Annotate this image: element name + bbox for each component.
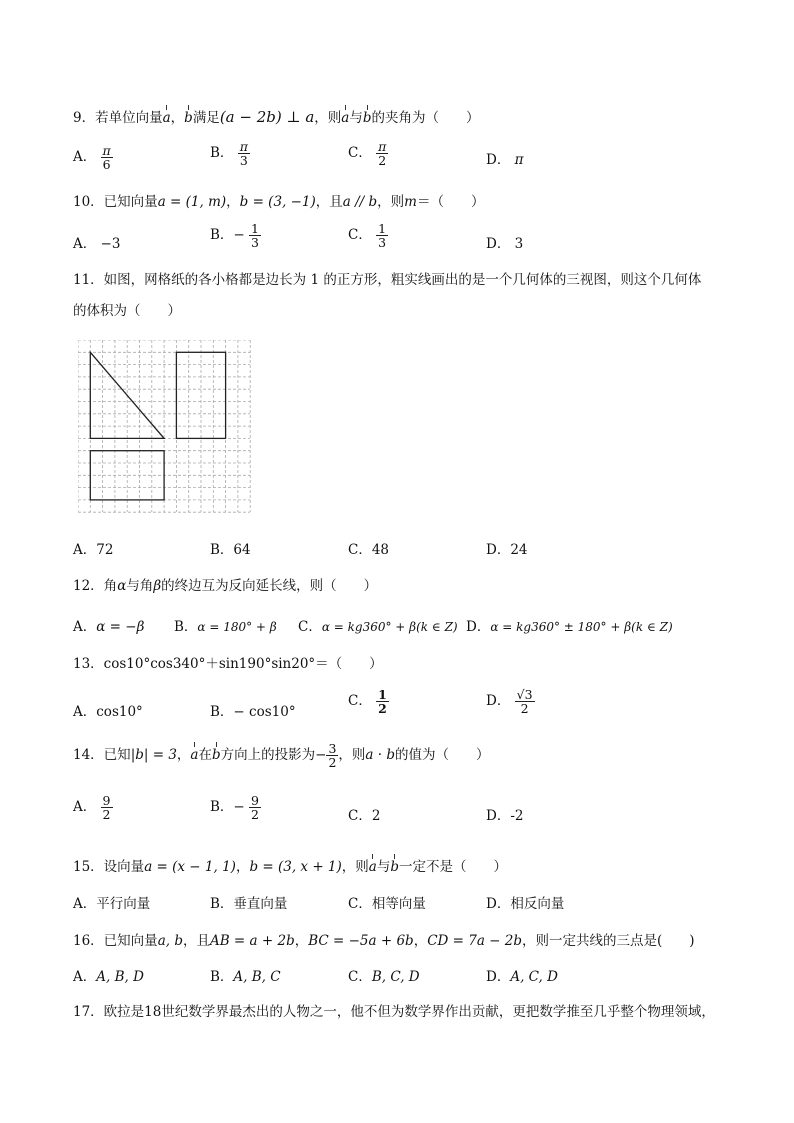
q16-option-b[interactable]: B．A, B, C: [210, 969, 281, 985]
q9-condition: (a − 2b) ⊥ a: [219, 108, 315, 126]
q10-option-c[interactable]: C． $\frac{1}{3}$: [348, 221, 387, 251]
q15-stem: 15．设向量a = (x − 1, 1)，b = (3, x + 1)，则a与b一定不是（ ）: [73, 859, 507, 875]
q10-stem: 10．已知向量a = (1, m)，b = (3, −1)，且a // b，则m＝（ ）: [73, 194, 485, 210]
q16-option-c[interactable]: C．B, C, D: [348, 969, 420, 985]
q9-option-a[interactable]: A． $\frac{\pi}{6}$: [73, 143, 111, 173]
three-view-grid-figure: [78, 340, 254, 514]
q15-option-b[interactable]: B．垂直向量: [210, 896, 288, 912]
q12-option-d[interactable]: D．α = kg360° ± 180° + β(k ∈ Z): [466, 619, 673, 635]
q11-option-b[interactable]: B．64: [210, 542, 251, 558]
q15-option-d[interactable]: D．相反向量: [486, 896, 565, 912]
q9-option-d[interactable]: D． π: [486, 152, 524, 168]
q11-stem-line2: 的体积为（ ）: [73, 303, 181, 319]
q16-option-d[interactable]: D．A, C, D: [486, 969, 558, 985]
q15-option-a[interactable]: A．平行向量: [73, 896, 151, 912]
q13-stem: 13．cos10°cos340°＋sin190°sin20°＝（ ）: [73, 656, 383, 672]
q16-option-a[interactable]: A．A, B, D: [73, 969, 144, 985]
q9-stem: 9．若单位向量a，b满足(a − 2b) ⊥ a，则a与b的夹角为（ ）: [73, 108, 480, 126]
vector-a: a: [162, 110, 171, 126]
q13-option-b[interactable]: B．− cos10°: [210, 704, 296, 720]
q11-option-c[interactable]: C．48: [348, 542, 390, 558]
q12-option-b[interactable]: B．α = 180° + β: [174, 619, 277, 635]
q9-option-c[interactable]: C． $\frac{\pi}{2}$: [348, 139, 387, 169]
q14-option-c[interactable]: C．2: [348, 808, 381, 824]
q13-option-d[interactable]: D． $\frac{√3}{2}$: [486, 687, 533, 717]
q12-option-c[interactable]: C．α = kg360° + β(k ∈ Z): [298, 619, 458, 635]
q14-option-d[interactable]: D．-2: [486, 808, 524, 824]
q13-option-c[interactable]: C． $\frac{1}{2}$: [348, 687, 387, 717]
q14-option-a[interactable]: A． $\frac{9}{2}$: [73, 793, 111, 823]
vector-b: b: [184, 110, 193, 126]
q15-option-c[interactable]: C．相等向量: [348, 896, 426, 912]
q14-stem: 14．已知|b| = 3，a在b方向上的投影为− $\frac{3}{2}$ ，则a · b的值为（ ）: [73, 741, 490, 771]
q11-option-d[interactable]: D．24: [486, 542, 528, 558]
q16-stem: 16．已知向量a, b，且AB = a + 2b，BC = −5a + 6b，CD = 7a − 2b，则一定共线的三点是( ): [73, 933, 695, 949]
q9-option-b[interactable]: B． $\frac{\pi}{3}$: [210, 139, 248, 169]
q10-option-a[interactable]: A． −3: [73, 236, 121, 252]
q11-stem-line1: 11．如图，网格纸的各小格都是边长为 1 的正方形，粗实线画出的是一个几何体的三视图，则这个几何体: [73, 272, 702, 288]
q10-option-d[interactable]: D． 3: [486, 236, 524, 252]
q12-stem: 12．角α与角β的终边互为反向延长线，则（ ）: [73, 578, 378, 594]
q17-stem-line1: 17．欧拉是18世纪数学界最杰出的人物之一，他不但为数学界作出贡献，更把数学推至几乎整个物理领域，: [73, 1004, 715, 1020]
q10-option-b[interactable]: B．− $\frac{1}{3}$: [210, 221, 259, 251]
q11-option-a[interactable]: A．72: [73, 542, 114, 558]
q12-option-a[interactable]: A．α = −β: [73, 619, 145, 635]
q13-option-a[interactable]: A．cos10°: [73, 704, 143, 720]
q14-option-b[interactable]: B．− $\frac{9}{2}$: [210, 793, 259, 823]
